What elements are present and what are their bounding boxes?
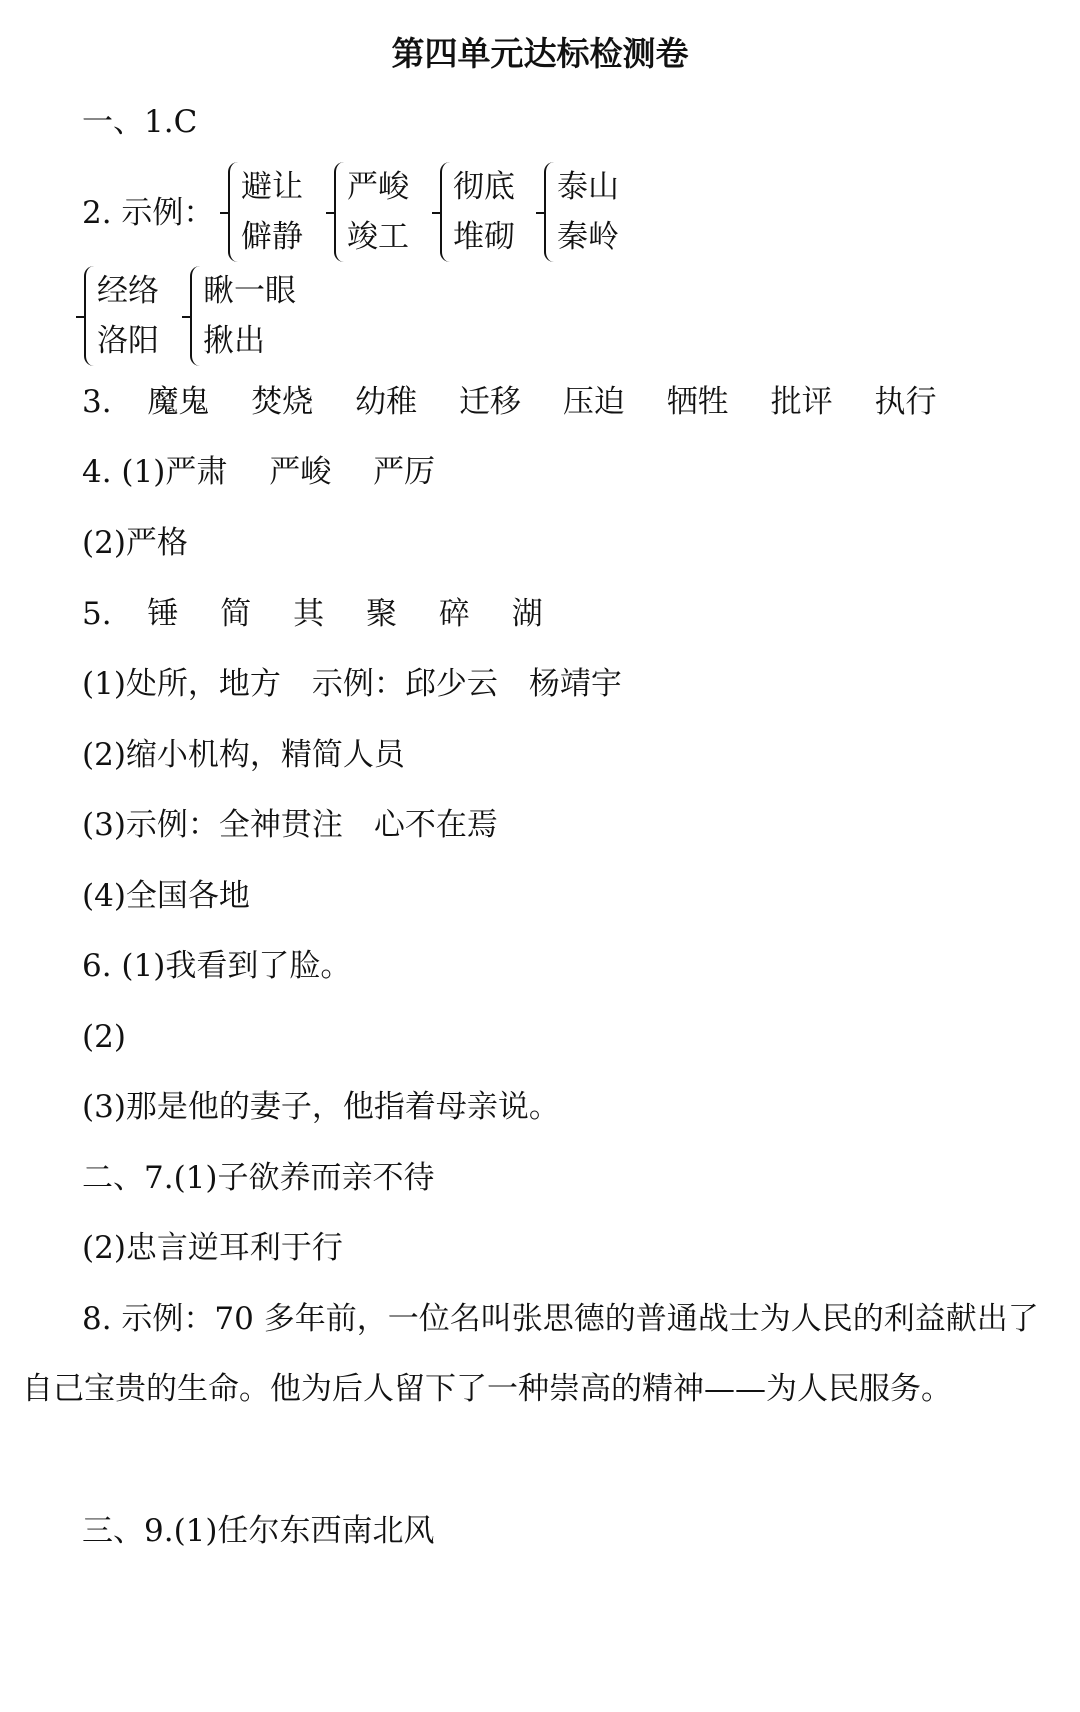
- brace-icon: [84, 266, 95, 366]
- brace-icon: [544, 162, 555, 262]
- answer-3-label: 3.: [82, 384, 112, 420]
- answer-5-3: (3)示例：全神贯注 心不在焉: [82, 807, 498, 843]
- brace-icon: [334, 162, 345, 262]
- answer-7-1: 二、7.(1)子欲养而亲不待: [82, 1160, 435, 1196]
- word-pair-2: [334, 162, 409, 262]
- answer-3-word: 魔鬼: [147, 384, 210, 420]
- answer-5-char: 碎: [438, 596, 470, 632]
- answer-5-char: 聚: [366, 596, 398, 632]
- answer-5-char: 简: [220, 596, 252, 632]
- answer-6-3: (3)那是他的妻子，他指着母亲说。: [82, 1089, 560, 1125]
- word-pair-top: 泰山: [557, 169, 619, 205]
- answer-4-2: (2)严格: [82, 525, 188, 561]
- brace-icon: [228, 162, 239, 262]
- answer-1: 一、1.C: [82, 104, 198, 140]
- word-pair-top: 避让: [241, 169, 303, 205]
- word-pair-3: [440, 162, 515, 262]
- answer-4-word: 严厉: [373, 454, 436, 490]
- brace-icon: [440, 162, 451, 262]
- word-pair-top: 彻底: [453, 169, 515, 205]
- answer-3: [82, 380, 936, 424]
- answer-7-2: (2)忠言逆耳利于行: [82, 1230, 343, 1266]
- answer-9-1: 三、9.(1)任尔东西南北风: [82, 1513, 435, 1549]
- word-pair-bottom: 僻静: [241, 219, 303, 255]
- word-pair-bottom: 堆砌: [453, 219, 515, 255]
- answer-4-1-label: 4. (1): [82, 454, 166, 490]
- answer-5-4: (4)全国各地: [82, 878, 250, 914]
- answer-5-char: 其: [293, 596, 325, 632]
- answer-4-1: [82, 450, 435, 494]
- word-pair-bottom: 秦岭: [557, 219, 619, 255]
- answer-3-word: 牺牲: [666, 384, 729, 420]
- answer-3-word: 批评: [770, 384, 833, 420]
- answer-5-1: (1)处所，地方 示例：邱少云 杨靖宇: [82, 666, 622, 702]
- answer-3-word: 压迫: [562, 384, 625, 420]
- answer-4-word: 严峻: [269, 454, 332, 490]
- word-pair-6: [190, 266, 296, 366]
- answer-6-1: 6. (1)我看到了脸。: [82, 948, 352, 984]
- answer-5-2: (2)缩小机构，精简人员: [82, 737, 405, 773]
- answer-5-char: 湖: [511, 596, 543, 632]
- answer-6-2: (2): [82, 1019, 126, 1055]
- word-pair-top: 经络: [97, 273, 159, 309]
- answer-3-word: 迁移: [459, 384, 522, 420]
- answer-5-label: 5.: [82, 596, 112, 632]
- answer-8: 8. 示例：70 多年前，一位名叫张思德的普通战士为人民的利益献出了自己宝贵的生命。他为后人留下了一种崇高的精神——为人民服务。: [22, 1301, 1039, 1407]
- answer-4-word: 严肃: [165, 454, 228, 490]
- word-pair-4: [544, 162, 619, 262]
- answer-2-label: 2. 示例：: [82, 195, 215, 231]
- word-pair-bottom: 洛阳: [97, 323, 159, 359]
- answer-3-word: 幼稚: [355, 384, 418, 420]
- answer-5: [82, 592, 543, 636]
- answer-5-char: 锤: [147, 596, 179, 632]
- word-pair-1: [228, 162, 303, 262]
- brace-icon: [190, 266, 201, 366]
- page-title: 第四单元达标检测卷: [391, 34, 689, 73]
- word-pair-bottom: 揪出: [203, 323, 265, 359]
- word-pair-5: [84, 266, 159, 366]
- word-pair-bottom: 竣工: [347, 219, 409, 255]
- answer-3-word: 执行: [874, 384, 937, 420]
- word-pair-top: 严峻: [347, 169, 409, 205]
- word-pair-top: 瞅一眼: [203, 273, 296, 309]
- answer-3-word: 焚烧: [251, 384, 314, 420]
